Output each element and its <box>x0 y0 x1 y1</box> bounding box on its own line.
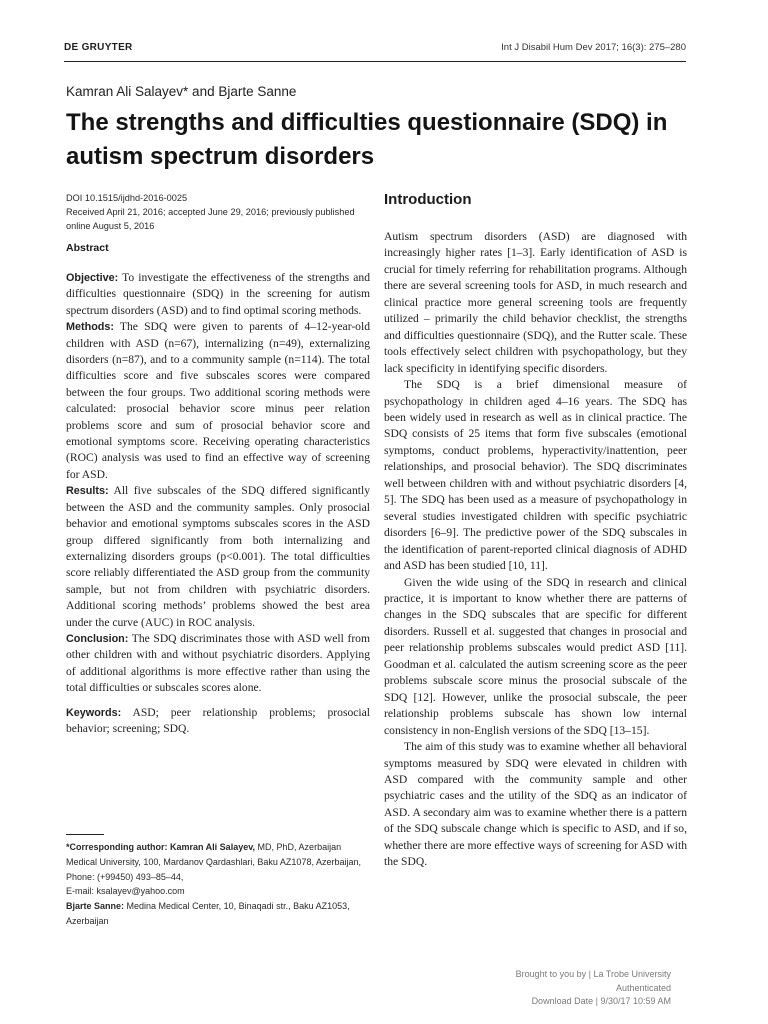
results-text: All five subscales of the SDQ differed significantly between the ASD and the community samples. Only prosocial behavior and emotional symptoms subscales scores in the ASD group differed significantly from both internalizing and externalizing disorders groups (p<0.001). The total difficulties score reliably differentiated the ASD group from the community sample, but not from children with psychiatric disorders. Additional scoring methods’ problems showed the best area under the curve (AUC) in ROC analysis. <box>66 484 370 629</box>
article-title: The strengths and difficulties questionnaire (SDQ) in autism spectrum disorders <box>66 109 668 170</box>
footnote-rule <box>66 834 104 835</box>
methods-text: The SDQ were given to parents of 4–12-year-old children with ASD (n=67), internalizing (n=49), externalizing disorders (n=87), and to a community sample (n=114). The total difficulties score and five subscales scores were compared between the four groups. Two additional scoring methods were calculated: prosocial behavior score minus peer relation problems score and sum of prosocial behavior score and emotional symptoms score. Receiving operating characteristics (ROC) analysis was used to find an effective way of screening for ASD. <box>66 320 370 481</box>
second-author <box>66 899 366 929</box>
intro-paragraph-4: The aim of this study was to examine whether all behavioral symptoms measured by SDQ were elevated in children with ASD compared with the community sample and other psychiatric cases and the utility of the SDQ as an indicator of ASD. A secondary aim was to examine whether there is a pattern of the SDQ subscale change which is specific to ASD, and if so, whether there are more effective ways of screening for ASD with the SDQ. <box>384 740 687 869</box>
intro-paragraph-1: Autism spectrum disorders (ASD) are diagnosed with increasingly higher rates [1–3]. Early identification of ASD is crucial for timely referring for rehabilitation programs. Although there are several screening tools for ASD, in much research and clinical practice more general screening tools are frequently utilized – primarily the child behavior checklist, the strengths and difficulties questionnaire (SDQ), and the Rutter scale. These tools effectively select children with psychopathology, but they lack specificity in identifying specific disorders. <box>384 230 687 375</box>
keywords-label: Keywords: <box>66 706 122 719</box>
conclusion-label: Conclusion: <box>66 632 129 645</box>
footer-institution: Brought to you by | La Trobe University <box>515 969 671 979</box>
intro-paragraph-2: The SDQ is a brief dimensional measure of psychopathology in children aged 4–16 years. The SDQ has been widely used in research as well as in clinical practice. The SDQ consists of 25 items that form five subscales (emotional symptoms, conduct problems, hyperactivity/inattention, peer relationships, and prosocial behavior). The SDQ discriminates well between children with and without psychiatric disorders [4, 5]. The SDQ has been used as a measure of psychopathology in several studies investigated children with specific psychiatric disorders [6–9]. The predictive power of the SDQ subscales in the identification of parent-reported clinical diagnosis of ADHD and ASD has been studied [10, 11]. <box>384 378 687 573</box>
introduction-heading: Introduction <box>384 191 472 208</box>
results-label: Results: <box>66 485 109 498</box>
abstract-objective <box>66 270 370 319</box>
second-author-label: Bjarte Sanne: <box>66 901 125 912</box>
footer-download-date: Download Date | 9/30/17 10:59 AM <box>531 996 671 1006</box>
author-footnote <box>66 840 366 929</box>
corresponding-name: Kamran Ali Salayev, <box>167 842 256 852</box>
abstract-conclusion <box>66 631 370 697</box>
author-list: Kamran Ali Salayev* and Bjarte Sanne <box>66 84 297 99</box>
introduction-body <box>384 229 687 871</box>
received-dates-line1: Received April 21, 2016; accepted June 29, 2016; previously published <box>66 207 355 217</box>
received-dates-line2: online August 5, 2016 <box>66 221 155 231</box>
spacer <box>66 697 370 705</box>
methods-label: Methods: <box>66 321 114 334</box>
journal-citation: Int J Disabil Hum Dev 2017; 16(3): 275–280 <box>501 42 686 53</box>
second-author-details: Medina Medical Center, 10, Binaqadi str., Baku AZ1053, Azerbaijan <box>66 901 350 926</box>
running-header <box>64 38 686 64</box>
abstract-keywords <box>66 705 370 738</box>
corresponding-label: *Corresponding author: <box>66 842 168 852</box>
objective-label: Objective: <box>66 272 119 284</box>
header-rule <box>64 61 686 62</box>
download-footer <box>516 968 671 1009</box>
corresponding-author <box>66 840 366 884</box>
article-metadata <box>66 191 376 233</box>
abstract-methods <box>66 319 370 483</box>
conclusion-text: The SDQ discriminates those with ASD well from other children with and without psychiatric disorders. Applying of additional algorithms is more effective rather than using the total difficulties or subscales scores alone. <box>66 631 370 695</box>
abstract-body <box>66 270 370 737</box>
publisher-name: DE GRUYTER <box>64 42 133 53</box>
footer-authenticated: Authenticated <box>615 982 671 993</box>
intro-paragraph-3: Given the wide using of the SDQ in research and clinical practice, it is important to know whether there are patterns of changes in the SDQ subscales that are specific for different disorders. Russell et al. suggested that changes in prosocial and peer relationship problems subscales would predict ASD [11]. Goodman et al. calculated the autism screening score as the peer problems subscale score minus the prosocial subscale of the SDQ [12]. However, unlike the prosocial subscale, the peer relationship problems subscale has shown low internal consistency in non-English versions of the SDQ [13–15]. <box>384 575 687 737</box>
abstract-heading: Abstract <box>66 242 109 254</box>
keywords-text: ASD; peer relationship problems; prosocial behavior; screening; SDQ. <box>66 705 370 735</box>
corresponding-email: E-mail: ksalayev@yahoo.com <box>66 886 185 897</box>
abstract-results <box>66 483 370 631</box>
corresponding-details: MD, PhD, Azerbaijan Medical University, 100, Mardanov Qardashlari, Baku AZ1078, Azerbaijan, Phone: (+99450) 493–85–44, <box>66 842 361 882</box>
doi: DOI 10.1515/ijdhd-2016-0025 <box>66 193 188 203</box>
objective-text: To investigate the effectiveness of the strengths and difficulties questionnaire (SDQ) in the screening for autism spectrum disorders (ASD) and to find optimal scoring methods. <box>66 271 370 317</box>
